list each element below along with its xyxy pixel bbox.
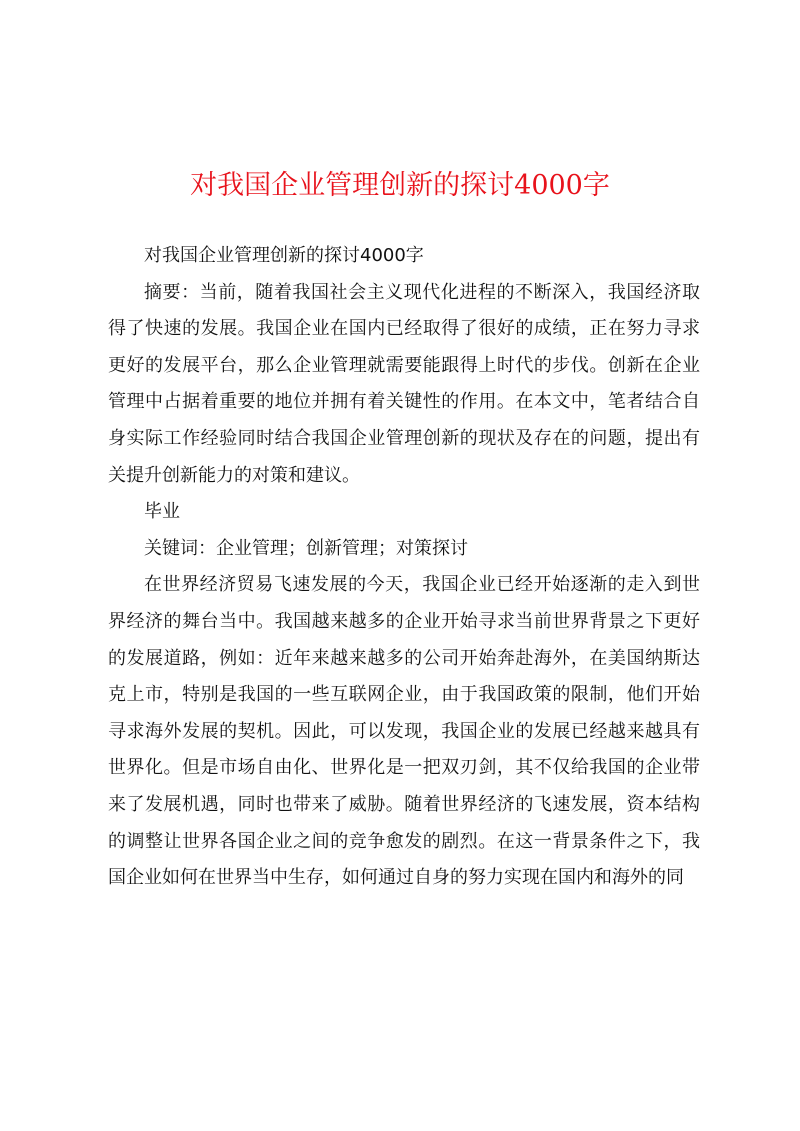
paragraph-body: 在世界经济贸易飞速发展的今天，我国企业已经开始逐渐的走入到世界经济的舞台当中。我国越来越多的企业开始寻求当前世界背景之下更好的发展道路，例如：近年来越来越多的公司开始奔赴海外，在美国纳斯达克上市，特别是我国的一些互联网企业，由于我国政策的限制，他们开始寻求海外发展的契机。因此，可以发现，我国企业的发展已经越来越具有世界化。但是市场自由化、世界化是一把双刃剑，其不仅给我国的企业带来了发展机遇，同时也带来了威胁。随着世界经济的飞速发展，资本结构的调整让世界各国企业之间的竞争愈发的剧烈。在这一背景条件之下，我国企业如何在世界当中生存，如何通过自身的努力实现在国内和海外的同 bbox=[108, 574, 700, 889]
paragraph-graduation: 毕业 bbox=[144, 501, 180, 523]
document-title: 对我国企业管理创新的探讨4000字 bbox=[190, 170, 610, 201]
paragraph-abstract: 摘要：当前，随着我国社会主义现代化进程的不断深入，我国经济取得了快速的发展。我国企业在国内已经取得了很好的成绩，正在努力寻求更好的发展平台，那么企业管理就需要能跟得上时代的步伐。创新在企业管理中占据着重要的地位并拥有着关键性的作用。在本文中，笔者结合自身实际工作经验同时结合我国企业管理创新的现状及存在的问题，提出有关提升创新能力的对策和建议。 bbox=[108, 281, 700, 486]
paragraph-subtitle: 对我国企业管理创新的探讨4000字 bbox=[144, 245, 424, 266]
document-body bbox=[108, 238, 700, 897]
paragraph-keywords: 关键词：企业管理；创新管理；对策探讨 bbox=[144, 537, 468, 559]
